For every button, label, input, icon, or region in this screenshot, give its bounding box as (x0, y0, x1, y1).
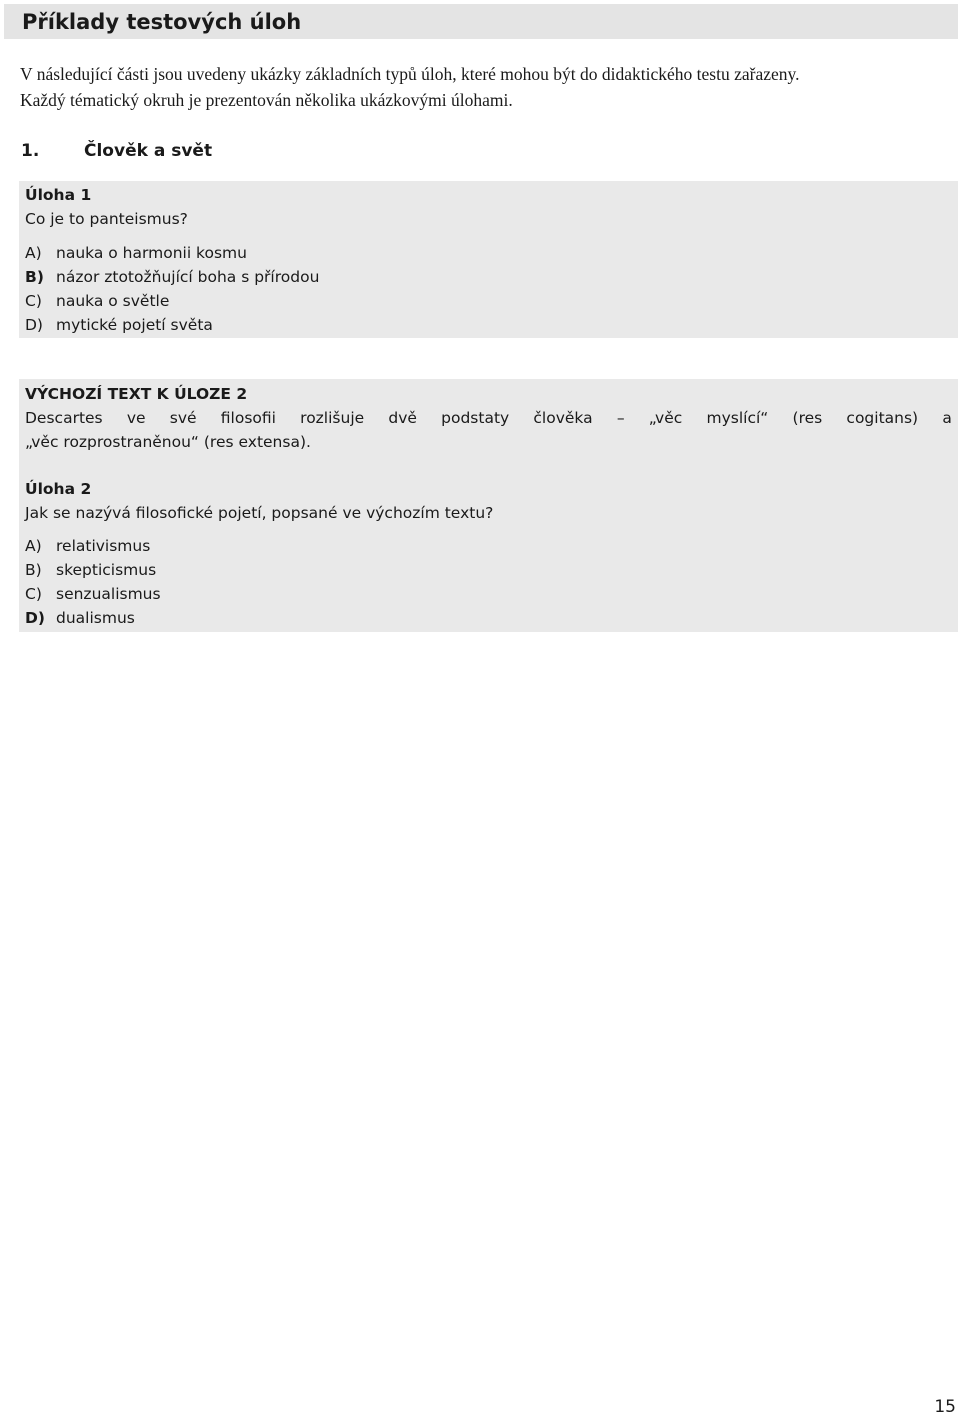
source-word: a (942, 409, 952, 427)
page-title: Příklady testových úloh (22, 10, 302, 34)
task-2-option-b (25, 560, 156, 580)
option-letter: A) (25, 244, 42, 262)
task-1-option-c (25, 291, 169, 311)
page-header (4, 4, 958, 39)
option-letter: D) (25, 609, 45, 627)
task-2-option-c (25, 584, 161, 604)
source-word: – (616, 409, 625, 427)
source-text-heading: VÝCHOZÍ TEXT K ÚLOZE 2 (25, 385, 248, 403)
source-word: ve (126, 409, 146, 427)
source-word: své (169, 409, 197, 427)
option-text: skepticismus (56, 561, 157, 579)
source-word: člověka (533, 409, 593, 427)
intro-line-2: Každý tématický okruh je prezentován několika ukázkovými úlohami. (20, 90, 513, 110)
option-letter: D) (25, 316, 43, 334)
option-letter: C) (25, 585, 42, 603)
option-text: nauka o světle (56, 292, 170, 310)
task-2-label: Úloha 2 (25, 480, 92, 498)
task-1-option-d (25, 315, 213, 335)
option-text: nauka o harmonii kosmu (56, 244, 247, 262)
task-2-box (19, 379, 958, 632)
source-word: podstaty (441, 409, 510, 427)
intro-paragraph (20, 61, 960, 113)
option-text: názor ztotožňující boha s přírodou (56, 268, 320, 286)
source-word: myslící“ (706, 409, 769, 427)
task-2-option-d (25, 608, 135, 628)
option-text: mytické pojetí světa (56, 316, 213, 334)
task-1-box (19, 181, 958, 338)
option-text: dualismus (56, 609, 135, 627)
page-number: 15 (934, 1397, 956, 1417)
option-text: relativismus (56, 537, 151, 555)
section-heading (21, 140, 212, 162)
task-1-question: Co je to panteismus? (25, 210, 188, 228)
option-letter: B) (25, 561, 42, 579)
source-word: „věc (648, 409, 683, 427)
source-word: filosofii (220, 409, 276, 427)
source-text-line-1 (25, 408, 952, 428)
source-word: dvě (388, 409, 417, 427)
source-text-line-2: „věc rozprostraněnou“ (res extensa). (25, 433, 311, 451)
task-2-option-a (25, 536, 150, 556)
source-word: cogitans) (846, 409, 919, 427)
option-letter: B) (25, 268, 44, 286)
section-number: 1. (21, 141, 40, 161)
option-text: senzualismus (56, 585, 161, 603)
task-1-option-a (25, 243, 247, 263)
source-word: Descartes (25, 409, 103, 427)
source-word: rozlišuje (300, 409, 365, 427)
option-letter: C) (25, 292, 42, 310)
intro-line-1: V následující části jsou uvedeny ukázky základních typů úloh, které mohou být do didaktického testu zařazeny. (20, 64, 800, 84)
source-word: (res (792, 409, 823, 427)
task-2-question: Jak se nazývá filosofické pojetí, popsané ve výchozím textu? (25, 504, 494, 522)
section-title: Člověk a svět (84, 141, 213, 161)
task-1-option-b (25, 267, 319, 287)
task-1-label: Úloha 1 (25, 186, 92, 204)
option-letter: A) (25, 537, 42, 555)
